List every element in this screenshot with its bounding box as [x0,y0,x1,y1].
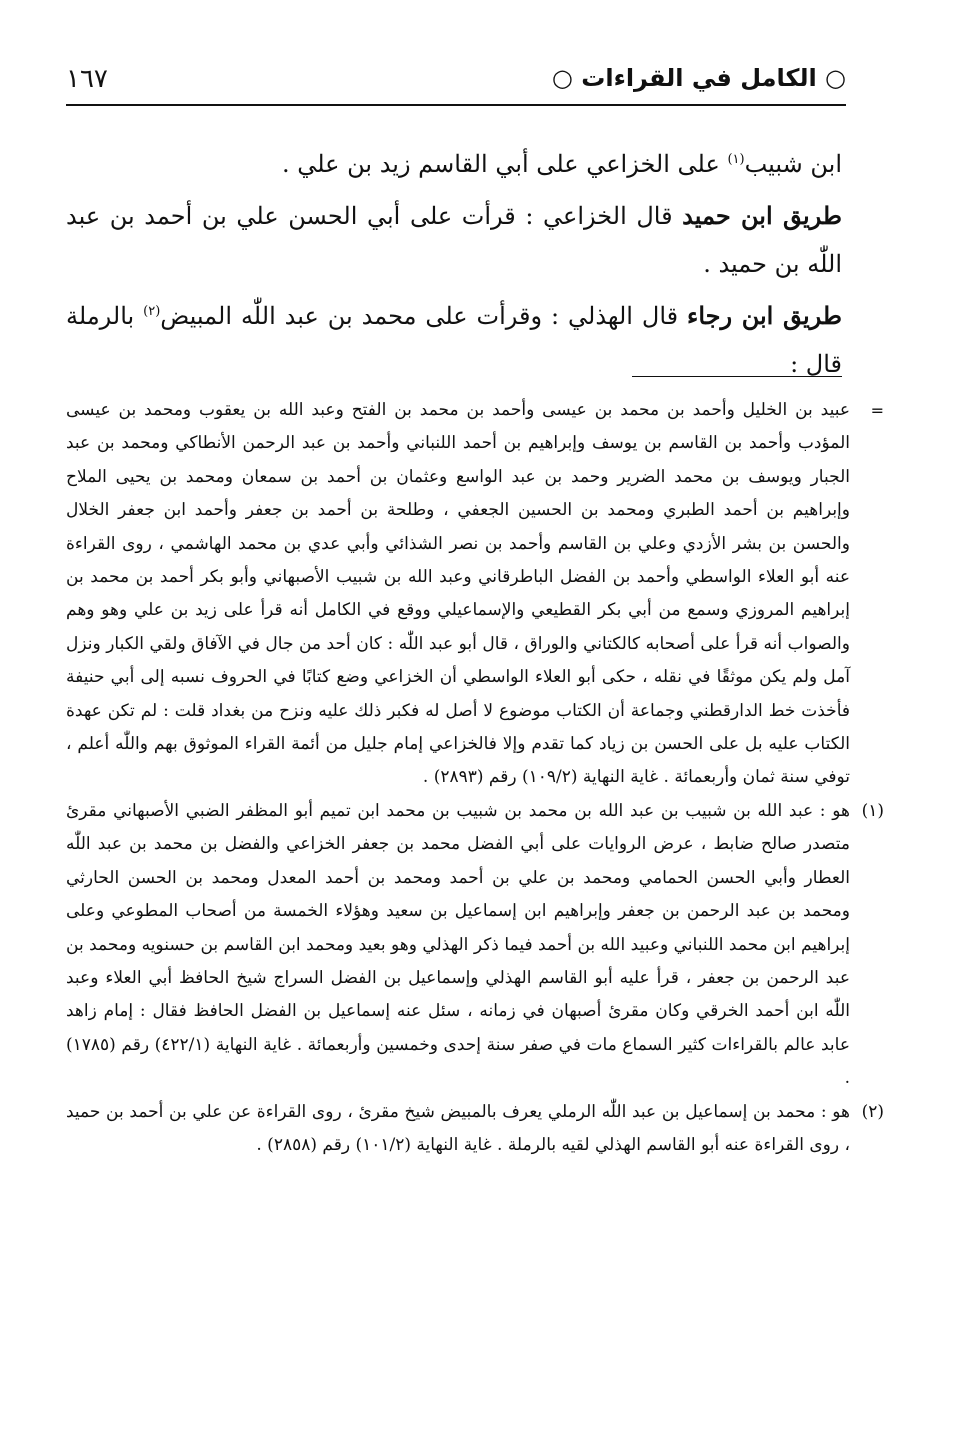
footnote-2-marker: (٢) [861,1101,884,1122]
route-heading-ibn-humayd: طريق ابن حميد [682,201,842,230]
footnote-separator [632,376,842,377]
footnote-2 [66,1096,884,1163]
footnote-continuation [66,394,884,795]
paragraph-1 [66,140,842,188]
paragraph-3-mid: قال الهذلي : وقرأت على محمد بن عبد اللّٰه المبيض [160,302,688,330]
paragraph-2-rest: قال الخزاعي : قرأت على أبي الحسن علي بن أحمد بن عبد اللّٰه بن حميد . [66,202,842,278]
running-header [66,58,846,106]
footnote-1 [66,795,884,1096]
page-number: ١٦٧ [66,64,108,94]
footnote-2-text: هو : محمد بن إسماعيل بن عبد اللّٰه الرملي يعرف بالمبيض شيخ مقرئ ، روى القراءة عن علي بن أحمد بن حميد ، روى القراءة عنه أبو القاسم الهذلي لقيه بالرملة . غاية النهاية (١٠١/٢) رقم (٢٨٥٨) . [66,1101,850,1155]
footnote-ref-2: (٢) [143,304,161,319]
paragraph-1-rest: على الخزاعي على أبي القاسم زيد بن علي . [281,150,728,178]
paragraph-2 [66,192,842,288]
paragraph-3-rest: بالرملة قال : [66,302,842,378]
route-heading-ibn-raja: طريق ابن رجاء [687,301,843,330]
footnote-ref-1: (١) [727,152,745,167]
main-text [66,140,842,392]
book-title: ○ الكامل في القراءات ○ [551,64,846,92]
footnote-1-marker: (١) [861,800,884,821]
continuation-marker: = [870,401,884,420]
paragraph-3 [66,292,842,388]
footnote-1-text: هو : عبد الله بن شبيب بن عبد الله بن محمد بن شبيب بن محمد ابن تميم أبو المظفر الضبي الأصبهاني مقرئ متصدر صالح ضابط ، عرض الروايات على أبي الفضل محمد بن جعفر الخزاعي والفضل بن محمد بن عبد اللّٰه العطار وأبي الحسن الحمامي ومحمد بن علي بن أحمد ومحمد بن أحمد المعدل ومحمد بن الحسن الحارثي ومحمد بن عبد الرحمن بن جعفر وإبراهيم ابن إسماعيل بن سعيد وهؤلاء الخمسة من أصحاب المطوعي وعلى إبراهيم ابن محمد اللنباني وعبيد الله بن أحمد فيما ذكر الهذلي وهو بعيد ومحمد ابن القاسم بن حسنويه ومحمد بن عبد الرحمن بن جعفر ، قرأ عليه أبو القاسم الهذلي وإسماعيل بن الفضل السراج شيخ الحافظ أبي العلاء وعبد اللّٰه ابن أحمد الخرقي وكان مقرئ أصبهان في زمانه ، سئل عنه إسماعيل بن الفضل الحافظ فقال : إمام زاهد عابد عالم بالقراءات كثير السماع مات في صفر سنة إحدى وخمسين وأربعمائة . غاية النهاية (٤٢٢/١) رقم (١٧٨٥) . [66,800,850,1089]
paragraph-1-start: ابن شبيب [744,150,842,178]
footnotes [66,394,884,1162]
footnote-continuation-text: عبيد بن الخليل وأحمد بن محمد بن عيسى وأحمد بن محمد بن الفتح وعبد الله بن يعقوب ومحمد بن عيسى المؤدب وأحمد بن القاسم بن يوسف وإبراهيم بن أحمد اللنباني وأحمد بن عبد الرحمن الأنطاكي ومحمد بن عبد الجبار ويوسف بن محمد الضرير وحمد بن عبد الواسع وعثمان بن أحمد بن سمعان ومحمد بن يحيى الملاح وإبراهيم بن أحمد الطبري ومحمد بن الحسين الجعفي ، وطلحة بن أحمد بن جعفر وأحمد ابن جعفر الخلال والحسن بن بشر الأزدي وعلي بن القاسم وأحمد بن نصر الشذائي وأبي عدي بن محمد الهاشمي ، روى القراءة عنه أبو العلاء الواسطي وأحمد بن الفضل الباطرقاني وعبد الله بن شبيب الأصبهاني وأبو بكر أحمد بن محمد بن إبراهيم المروزي وسمع من أبي بكر القطيعي والإسماعيلي ووقع في الكامل أنه قرأ على زيد بن علي وهو وهم والصواب أنه قرأ على أصحابه كالكتاني والوراق ، قال أبو عبد اللّٰه : كان أحد من جال في الآفاق ولقي الكبار ونزل آمل ولم يكن موثقًا في نقله ، حكى أبو العلاء الواسطي أن الخزاعي وضع كتابًا في الحروف نسبه إلى أبي حنيفة فأخذت خط الدارقطني وجماعة أن الكتاب موضوع لا أصل له فكبر ذلك عليه ونزح من بغداد قلت : لم تكن عهدة الكتاب عليه بل على الحسن بن زياد كما تقدم وإلا فالخزاعي إمام جليل من أئمة القراء الموثوق بهم واللّٰه أعلم ، توفي سنة ثمان وأربعمائة . غاية النهاية (١٠٩/٢) رقم (٢٨٩٣) . [66,400,850,788]
